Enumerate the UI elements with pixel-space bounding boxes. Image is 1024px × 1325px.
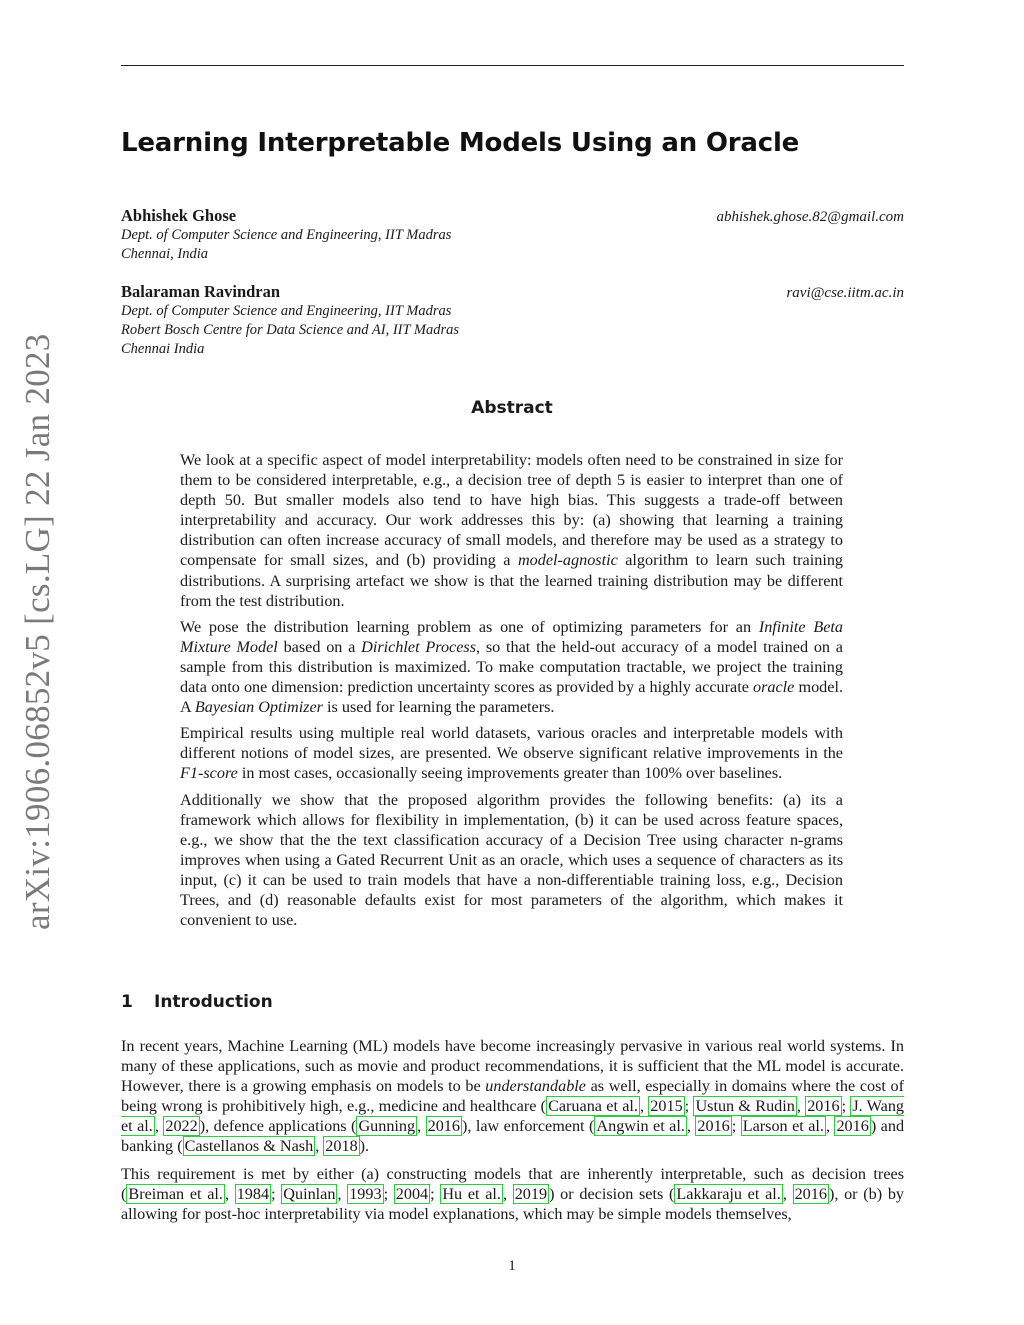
abstract-paragraph-2 <box>180 617 843 717</box>
text-run: is used for learning the parameters. <box>322 698 555 717</box>
text-run: Empirical results using multiple real world datasets, various oracles and interpretable models with different notions of model sizes, are presented. We observe significant relative improvements in the <box>180 724 843 763</box>
author-email: abhishek.ghose.82@gmail.com <box>716 209 904 225</box>
author-affiliation: Dept. of Computer Science and Engineering, IIT Madras <box>121 227 452 243</box>
citation-link[interactable]: 2015 <box>650 1097 683 1116</box>
text-run: ; <box>731 1117 741 1136</box>
citation-link[interactable]: 2016 <box>807 1097 840 1116</box>
introduction-body <box>121 1036 904 1231</box>
citation-link[interactable]: Larson et al. <box>742 1117 824 1136</box>
citation-link[interactable]: Hu et al. <box>442 1184 501 1203</box>
intro-paragraph-2 <box>121 1164 904 1224</box>
section-heading <box>121 992 273 1012</box>
citation-link[interactable]: 2016 <box>794 1184 827 1203</box>
author-block-1 <box>121 206 904 264</box>
emphasis: Bayesian Optimizer <box>194 698 323 717</box>
citation-link[interactable]: 1984 <box>236 1184 270 1203</box>
emphasis: understandable <box>485 1077 586 1096</box>
text-run: ), defence applications ( <box>199 1117 357 1136</box>
citation-link[interactable]: 1993 <box>349 1184 382 1203</box>
abstract-body <box>180 450 843 936</box>
section-title: Introduction <box>154 992 273 1012</box>
text-run: We look at a specific aspect of model interpretability: models often need to be constrained in size for them to be considered interpretable, e.g., a decision tree of depth 5 is easier to interpret than one of depth 50. But smaller models also tend to have high bias. This suggests a trade-off between interpretability and accuracy. Our work addresses this by: (a) showing that learning a training distribution can often increase accuracy of small models, and therefore may be used as a strategy to compensate for small sizes, and (b) providing a <box>180 451 843 570</box>
text-run: ; <box>383 1184 394 1203</box>
citation-link[interactable]: 2018 <box>325 1137 358 1156</box>
text-run: , <box>825 1117 835 1136</box>
emphasis: Infinite Beta Mixture Model <box>180 617 843 656</box>
section-number: 1 <box>121 992 133 1012</box>
citation-link[interactable]: 2022 <box>165 1117 198 1136</box>
text-run: ; <box>430 1184 441 1203</box>
citation-link[interactable]: 2016 <box>427 1117 460 1136</box>
abstract-heading: Abstract <box>471 398 553 418</box>
citation-link[interactable]: Breiman et al. <box>128 1184 223 1203</box>
text-run: , <box>686 1117 696 1136</box>
author-name: Balaraman Ravindran <box>121 282 281 301</box>
text-run: ) or decision sets ( <box>549 1184 675 1203</box>
text-run: ; <box>271 1184 282 1203</box>
abstract-paragraph-4: Additionally we show that the proposed algorithm provides the following benefits: (a) its a framework which allows for flexibility in implementation, (b) it can be used across feature spaces, e.g., we show that the the text classification accuracy of a Decision Tree using character n-grams improves when using a Gated Recurrent Unit as an oracle, which uses a sequence of characters as its input, (c) it can be used to train models that have a non-differentiable training loss, e.g., Decision Trees, and (d) reasonable defaults exist for most parameters of the algorithm, which makes it convenient to use. <box>180 790 843 930</box>
text-run: , <box>639 1097 649 1116</box>
text-run: , <box>502 1184 513 1203</box>
text-run: , <box>337 1184 348 1203</box>
emphasis: Dirichlet Process <box>361 637 477 656</box>
paper-title: Learning Interpretable Models Using an Oracle <box>121 128 800 158</box>
citation-link[interactable]: Caruana et al. <box>548 1097 638 1116</box>
citation-link[interactable]: Lakkaraju et al. <box>676 1184 781 1203</box>
author-affiliation: Dept. of Computer Science and Engineering, IIT Madras <box>121 303 452 319</box>
text-run: We pose the distribution learning problem as one of optimizing parameters for an <box>180 617 759 636</box>
text-run: , <box>315 1137 324 1156</box>
text-run: algorithm to learn such training distributions. A surprising artefact we show is that the learned training distribution may be different from the test distribution. <box>180 551 844 610</box>
text-run: ), or (b) by allowing for post-hoc interpretability via model explanations, which may be simple models themselves, <box>121 1184 905 1223</box>
text-run: , <box>154 1117 164 1136</box>
citation-link[interactable]: 2004 <box>395 1184 429 1203</box>
author-email: ravi@cse.iitm.ac.in <box>786 285 904 301</box>
citation-link[interactable]: 2016 <box>836 1117 869 1136</box>
text-run: based on a <box>277 637 362 656</box>
author-block-2 <box>121 282 904 359</box>
emphasis: F1-score <box>180 764 238 783</box>
citation-link[interactable]: Quinlan <box>283 1184 336 1203</box>
citation-link[interactable]: Gunning <box>358 1117 416 1136</box>
text-run: , <box>417 1117 426 1136</box>
text-run: , <box>224 1184 235 1203</box>
text-run: ) and banking ( <box>121 1117 905 1156</box>
text-run: This requirement is met by either (a) constructing models that are inherently interpretable, such as decision trees ( <box>121 1164 904 1203</box>
author-affiliation: Chennai India <box>121 341 205 357</box>
text-run: as well, especially in domains where the cost of being wrong is prohibitively high, e.g., medicine and healthcare ( <box>121 1077 904 1116</box>
author-affiliation: Chennai, India <box>121 246 208 262</box>
arxiv-identifier: arXiv:1906.06852v5 [cs.LG] 22 Jan 2023 <box>18 333 57 930</box>
top-rule <box>121 65 904 66</box>
text-run: ), law enforcement ( <box>461 1117 595 1136</box>
citation-link[interactable]: J. Wang et al. <box>121 1097 905 1136</box>
citation-link[interactable]: Ustun & Rudin <box>695 1097 795 1116</box>
citation-link[interactable]: Angwin et al. <box>596 1117 685 1136</box>
page-number: 1 <box>508 1258 516 1274</box>
citation-link[interactable]: Castellanos & Nash <box>184 1137 314 1156</box>
abstract-paragraph-1 <box>180 450 843 611</box>
emphasis: model-agnostic <box>517 551 618 570</box>
text-run: ; <box>684 1097 694 1116</box>
citation-link[interactable]: 2019 <box>514 1184 548 1203</box>
text-run: in most cases, occasionally seeing improvements greater than 100% over baselines. <box>237 764 783 783</box>
text-run: In recent years, Machine Learning (ML) models have become increasingly pervasive in various real world systems. In many of these applications, such as movie and product recommendations, it is sufficient that the ML model is accurate. However, there is a growing emphasis on models to be <box>121 1037 904 1096</box>
text-run: ). <box>359 1137 370 1156</box>
text-run: , <box>782 1184 793 1203</box>
citation-link[interactable]: 2016 <box>697 1117 730 1136</box>
abstract-paragraph-3 <box>180 723 843 783</box>
emphasis: oracle <box>753 678 795 697</box>
author-name: Abhishek Ghose <box>121 206 237 225</box>
intro-paragraph-1 <box>121 1036 904 1157</box>
text-run: ; <box>841 1097 851 1116</box>
author-affiliation: Robert Bosch Centre for Data Science and AI, IIT Madras <box>121 322 460 338</box>
text-run: , <box>796 1097 806 1116</box>
text-run: model. A <box>180 678 843 717</box>
text-run: , so that the held-out accuracy of a model trained on a sample from this distribution is maximized. To make computation tractable, we project the training data onto one dimension: prediction uncertainty scores as provided by a highly accurate <box>180 637 843 697</box>
